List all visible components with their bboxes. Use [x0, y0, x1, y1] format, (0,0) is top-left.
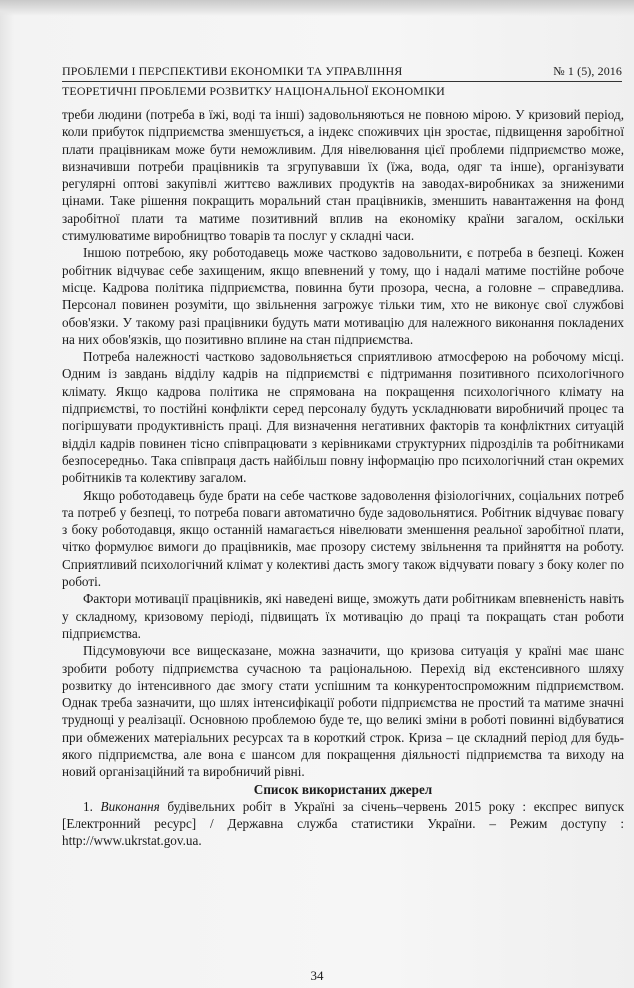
reference-number: 1. [83, 798, 93, 814]
header-row [62, 64, 622, 79]
references-heading: Список використаних джерел [253, 781, 433, 797]
paragraph: Потреба належності частково задовольняється сприятливою атмосферою на робочому місці. Одним із завдань відділу кадрів на підприємстві є підтримання позитивного психологічного клімату. Якщо кадрова політика не спрямована на покращення психологічного клімату на підприємстві, то постійні конфлікти серед персоналу будуть ускладнювати виробничий процес та погіршувати продуктивність праці. Для визначення негативних факторів та конфліктних ситуацій відділ кадрів повинен тісно співпрацювати з керівниками структурних підрозділів та робітниками безпосередньо. Така співпраця дасть найбільш повну інформацію про психологічний стан окремих робітників та колективу загалом. [62, 349, 624, 486]
paragraph: Фактори мотивації працівників, які наведені вище, зможуть дати робітникам впевненість навіть у складному, кризовому періоді, підвищать їх мотивацію до праці та покращать стан роботи підприємства. [62, 591, 624, 641]
scan-shadow [0, 0, 634, 16]
page-number: 34 [310, 968, 324, 983]
reference-item [62, 798, 624, 850]
section-title: ТЕОРЕТИЧНІ ПРОБЛЕМИ РОЗВИТКУ НАЦІОНАЛЬНОЇ ЕКОНОМІКИ [62, 84, 445, 98]
journal-title: ПРОБЛЕМИ І ПЕРСПЕКТИВИ ЕКОНОМІКИ ТА УПРАВЛІННЯ [62, 64, 403, 78]
paragraph: Підсумовуючи все вищесказане, можна зазначити, що кризова ситуація у країні має шанс зробити роботу підприємства сучасною та раціональною. Перехід від екстенсивного шляху розвитку до інтенсивного дає змогу стати успішним та конкурентоспроможним підприємством. Однак треба зазначити, що шлях інтенсифікації роботи підприємства не простий та матиме значні труднощі у реалізації. Основною проблемою буде те, що великі зміни в роботі повинні відбуватися при обмежених матеріальних ресурсах та в короткий строк. Криза – це складний період для будь-якого підприємства, але вона є шансом для покращення діяльності підприємства та виходу на новий організаційний та виробничий рівні. [62, 643, 624, 780]
paragraph: Якщо роботодавець буде брати на себе часткове задоволення фізіологічних, соціальних потреб та потреб у безпеці, то потреба поваги автоматично буде задовольнятися. Робітник відчуває повагу з боку роботодавця, якщо останній намагається нівелювати зменшення реальної заробітної плати, чітко формулює вимоги до працівників, має прозору систему звільнення та прийняття на роботу. Сприятливий психологічний клімат у колективі дасть змогу також відчувати повагу з боку колег по роботі. [62, 487, 624, 590]
running-header [62, 64, 622, 99]
header-rule [62, 81, 622, 82]
article-body [62, 106, 624, 850]
reference-italic-title: Виконання [100, 798, 160, 814]
issue-number: № 1 (5), 2016 [553, 64, 622, 78]
paragraph: Іншою потребою, яку роботодавець може частково задовольнити, є потреба в безпеці. Кожен робітник відчуває себе захищеним, якщо впевнений у тому, що і надалі матиме постійне робоче місце. Кадрова політика підприємства, повинна бути прозора, чесна, а головне – справедлива. Персонал повинен розуміти, що звільнення загрожує тільки тим, хто не виконує свої службові обов'язки. У такому разі працівники будуть мати мотивацію для належного виконання покладених на них обов'язків, що позитивно вплине на стан підприємства. [62, 245, 624, 347]
paragraph: треби людини (потреба в їжі, воді та інші) задовольняються не повною мірою. У кризовий період, коли прибуток підприємства зменшується, а індекс споживчих цін зростає, підвищення заробітної плати працівникам може бути неможливим. Для нівелювання цієї проблеми підприємство може, визначивши потреби працівників та згрупувавши їх (їжа, вода, одяг та інше), організувати регулярні оптові закупівлі життєво важливих продуктів на заводах-виробниках за зниженими цінами. Таке рішення покращить моральний стан працівників, зменшить навантаження на фонд заробітної плати та матиме позитивний вплив на економіку країни загалом, оскільки стимулюватиме виробництво товарів та послуг у складні часи. [62, 107, 624, 244]
reference-text: будівельних робіт в Україні за січень–червень 2015 року : експрес випуск [Електронний ресурс] / Державна служба статистики України. – Режим доступу : http://www.ukrstat.gov.ua. [62, 798, 624, 849]
